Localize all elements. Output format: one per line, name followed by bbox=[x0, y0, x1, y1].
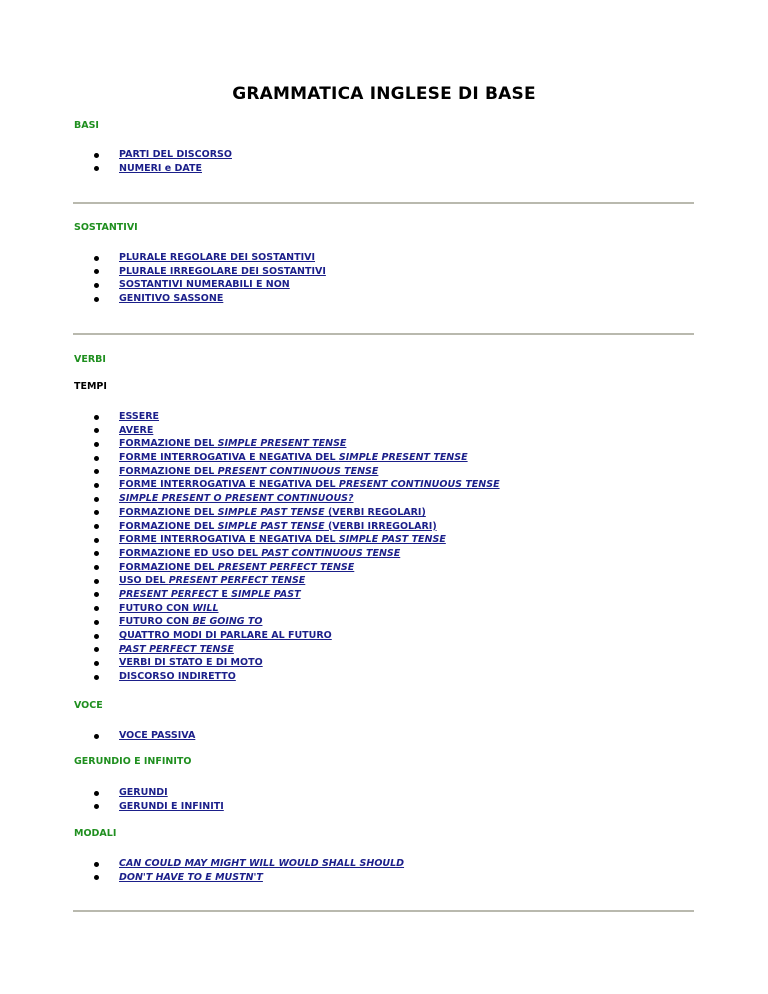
bullet-icon bbox=[94, 579, 99, 584]
link-text: E bbox=[218, 588, 232, 600]
topic-link[interactable] bbox=[119, 293, 223, 304]
link-text: FORMAZIONE DEL bbox=[119, 438, 218, 450]
link-text: (VERBI REGOLARI) bbox=[324, 506, 426, 518]
bullet-icon bbox=[94, 565, 99, 570]
bullet-icon bbox=[94, 551, 99, 556]
divider bbox=[73, 910, 694, 912]
topic-link[interactable] bbox=[119, 671, 236, 682]
link-text: SIMPLE PRESENT TENSE bbox=[217, 438, 347, 450]
link-text: FORMAZIONE DEL bbox=[119, 561, 218, 573]
topic-link[interactable] bbox=[119, 149, 232, 160]
topic-link[interactable] bbox=[119, 452, 468, 463]
bullet-icon bbox=[94, 456, 99, 461]
bullet-icon bbox=[94, 510, 99, 515]
topic-link[interactable] bbox=[119, 603, 219, 614]
divider bbox=[73, 333, 694, 335]
link-text: (VERBI IRREGOLARI) bbox=[324, 520, 437, 532]
link-text: VERBI DI STATO E DI MOTO bbox=[119, 657, 263, 669]
link-text: CAN COULD MAY MIGHT WILL WOULD SHALL SHOULD bbox=[119, 858, 405, 869]
list-item bbox=[94, 574, 694, 588]
section-heading-voce: VOCE bbox=[74, 700, 103, 711]
topic-link[interactable] bbox=[119, 411, 159, 422]
topic-link[interactable] bbox=[119, 872, 263, 883]
topic-link[interactable] bbox=[119, 562, 354, 573]
list-tempi bbox=[94, 410, 694, 684]
list-item bbox=[94, 871, 694, 885]
list-modali bbox=[94, 857, 694, 884]
page-title: GRAMMATICA INGLESE DI BASE bbox=[232, 84, 536, 104]
list-item bbox=[94, 292, 694, 306]
topic-link[interactable] bbox=[119, 644, 234, 655]
topic-link[interactable] bbox=[119, 507, 426, 518]
topic-link[interactable] bbox=[119, 493, 354, 504]
list-item bbox=[94, 278, 694, 292]
bullet-icon bbox=[94, 791, 99, 796]
bullet-icon bbox=[94, 538, 99, 543]
link-text: SIMPLE PAST TENSE bbox=[338, 534, 446, 546]
topic-link[interactable] bbox=[119, 252, 315, 263]
list-item bbox=[94, 506, 694, 520]
list-basi bbox=[94, 148, 694, 175]
link-text: VOCE PASSIVA bbox=[119, 730, 196, 741]
link-text: PRESENT PERFECT TENSE bbox=[168, 575, 306, 587]
link-text: USO DEL bbox=[119, 575, 169, 587]
list-item bbox=[94, 465, 694, 479]
topic-link[interactable] bbox=[119, 438, 346, 449]
bullet-icon bbox=[94, 675, 99, 680]
link-text: GERUNDI E INFINITI bbox=[119, 800, 224, 812]
list-item bbox=[94, 670, 694, 684]
topic-link[interactable] bbox=[119, 479, 500, 490]
bullet-icon bbox=[94, 415, 99, 420]
bullet-icon bbox=[94, 297, 99, 302]
link-text: GENITIVO SASSONE bbox=[119, 293, 224, 305]
list-item bbox=[94, 437, 694, 451]
list-item bbox=[94, 547, 694, 561]
list-sostantivi bbox=[94, 251, 694, 306]
list-item bbox=[94, 451, 694, 465]
list-item bbox=[94, 478, 694, 492]
topic-link[interactable] bbox=[119, 279, 290, 290]
topic-link[interactable] bbox=[119, 466, 378, 477]
link-text: DON'T HAVE TO E MUSTN'T bbox=[119, 871, 263, 883]
link-text: FORME INTERROGATIVA E NEGATIVA DEL bbox=[119, 534, 339, 546]
topic-link[interactable] bbox=[119, 425, 153, 436]
link-text: PRESENT PERFECT TENSE bbox=[217, 561, 355, 573]
subheading-tempi: TEMPI bbox=[74, 381, 107, 392]
link-text: QUATTRO MODI DI PARLARE AL FUTURO bbox=[119, 630, 332, 641]
link-text: PRESENT CONTINUOUS TENSE bbox=[217, 465, 379, 477]
list-gerundio bbox=[94, 786, 694, 813]
list-item bbox=[94, 615, 694, 629]
link-text: PRESENT CONTINUOUS TENSE bbox=[338, 479, 500, 491]
section-heading-gerundio: GERUNDIO E INFINITO bbox=[74, 756, 192, 767]
section-heading-sostantivi: SOSTANTIVI bbox=[74, 222, 138, 233]
bullet-icon bbox=[94, 862, 99, 867]
section-heading-verbi: VERBI bbox=[74, 354, 106, 365]
topic-link[interactable] bbox=[119, 801, 224, 812]
list-item bbox=[94, 729, 694, 743]
link-text: SIMPLE PAST TENSE bbox=[217, 506, 325, 518]
section-heading-basi: BASI bbox=[74, 120, 99, 131]
bullet-icon bbox=[94, 592, 99, 597]
list-item bbox=[94, 410, 694, 424]
bullet-icon bbox=[94, 647, 99, 652]
link-text: PRESENT PERFECT bbox=[119, 588, 219, 600]
link-text: NUMERI e DATE bbox=[119, 162, 202, 174]
section-heading-modali: MODALI bbox=[74, 828, 117, 839]
bullet-icon bbox=[94, 620, 99, 625]
link-text: SIMPLE PRESENT TENSE bbox=[338, 452, 468, 464]
bullet-icon bbox=[94, 734, 99, 739]
link-text: FORME INTERROGATIVA E NEGATIVA DEL bbox=[119, 452, 339, 464]
list-item bbox=[94, 520, 694, 534]
bullet-icon bbox=[94, 634, 99, 639]
topic-link[interactable] bbox=[119, 534, 446, 545]
list-item bbox=[94, 265, 694, 279]
bullet-icon bbox=[94, 153, 99, 158]
link-text: FUTURO CON bbox=[119, 602, 193, 614]
bullet-icon bbox=[94, 269, 99, 274]
list-item bbox=[94, 424, 694, 438]
topic-link[interactable] bbox=[119, 266, 326, 277]
topic-link[interactable] bbox=[119, 521, 437, 532]
bullet-icon bbox=[94, 606, 99, 611]
link-text: FORMAZIONE DEL bbox=[119, 506, 218, 518]
topic-link[interactable] bbox=[119, 858, 404, 869]
topic-link[interactable] bbox=[119, 575, 305, 586]
link-text: PAST PERFECT TENSE bbox=[119, 643, 234, 655]
bullet-icon bbox=[94, 483, 99, 488]
link-text: SIMPLE PAST bbox=[231, 588, 301, 600]
link-text: SOSTANTIVI NUMERABILI E NON bbox=[119, 279, 290, 291]
list-item bbox=[94, 251, 694, 265]
link-text: AVERE bbox=[119, 424, 154, 436]
divider bbox=[73, 202, 694, 204]
topic-link[interactable] bbox=[119, 589, 301, 600]
list-item bbox=[94, 602, 694, 616]
bullet-icon bbox=[94, 283, 99, 288]
bullet-icon bbox=[94, 497, 99, 502]
topic-link[interactable] bbox=[119, 163, 202, 174]
link-text: FORMAZIONE DEL bbox=[119, 520, 218, 532]
list-item bbox=[94, 786, 694, 800]
link-text: FORME INTERROGATIVA E NEGATIVA DEL bbox=[119, 479, 339, 491]
link-text: PAST CONTINUOUS TENSE bbox=[261, 547, 401, 559]
link-text: SIMPLE PRESENT O PRESENT CONTINUOUS? bbox=[119, 493, 354, 505]
list-item bbox=[94, 857, 694, 871]
link-text: GERUNDI bbox=[119, 787, 168, 798]
list-item bbox=[94, 533, 694, 547]
link-text: SIMPLE PAST TENSE bbox=[217, 520, 325, 532]
list-item bbox=[94, 148, 694, 162]
bullet-icon bbox=[94, 804, 99, 809]
list-item bbox=[94, 643, 694, 657]
bullet-icon bbox=[94, 428, 99, 433]
bullet-icon bbox=[94, 256, 99, 261]
bullet-icon bbox=[94, 469, 99, 474]
topic-link[interactable] bbox=[119, 787, 168, 798]
topic-link[interactable] bbox=[119, 657, 263, 668]
topic-link[interactable] bbox=[119, 548, 400, 559]
topic-link[interactable] bbox=[119, 730, 195, 741]
link-text: ESSERE bbox=[119, 411, 160, 422]
list-item bbox=[94, 561, 694, 575]
list-item bbox=[94, 588, 694, 602]
link-text: FORMAZIONE ED USO DEL bbox=[119, 547, 262, 559]
bullet-icon bbox=[94, 166, 99, 171]
link-text: PARTI DEL DISCORSO bbox=[119, 149, 232, 160]
link-text: FORMAZIONE DEL bbox=[119, 465, 218, 477]
list-item bbox=[94, 800, 694, 814]
link-text: WILL bbox=[192, 602, 219, 614]
link-text: PLURALE IRREGOLARE DEI SOSTANTIVI bbox=[119, 265, 326, 277]
link-text: FUTURO CON bbox=[119, 616, 193, 628]
link-text: PLURALE REGOLARE DEI SOSTANTIVI bbox=[119, 252, 316, 263]
list-item bbox=[94, 162, 694, 176]
bullet-icon bbox=[94, 524, 99, 529]
link-text: DISCORSO INDIRETTO bbox=[119, 671, 236, 683]
bullet-icon bbox=[94, 875, 99, 880]
bullet-icon bbox=[94, 661, 99, 666]
list-item bbox=[94, 629, 694, 643]
list-item bbox=[94, 492, 694, 506]
link-text: BE GOING TO bbox=[192, 616, 263, 628]
topic-link[interactable] bbox=[119, 630, 332, 641]
list-voce bbox=[94, 729, 694, 743]
topic-link[interactable] bbox=[119, 616, 262, 627]
list-item bbox=[94, 656, 694, 670]
bullet-icon bbox=[94, 442, 99, 447]
